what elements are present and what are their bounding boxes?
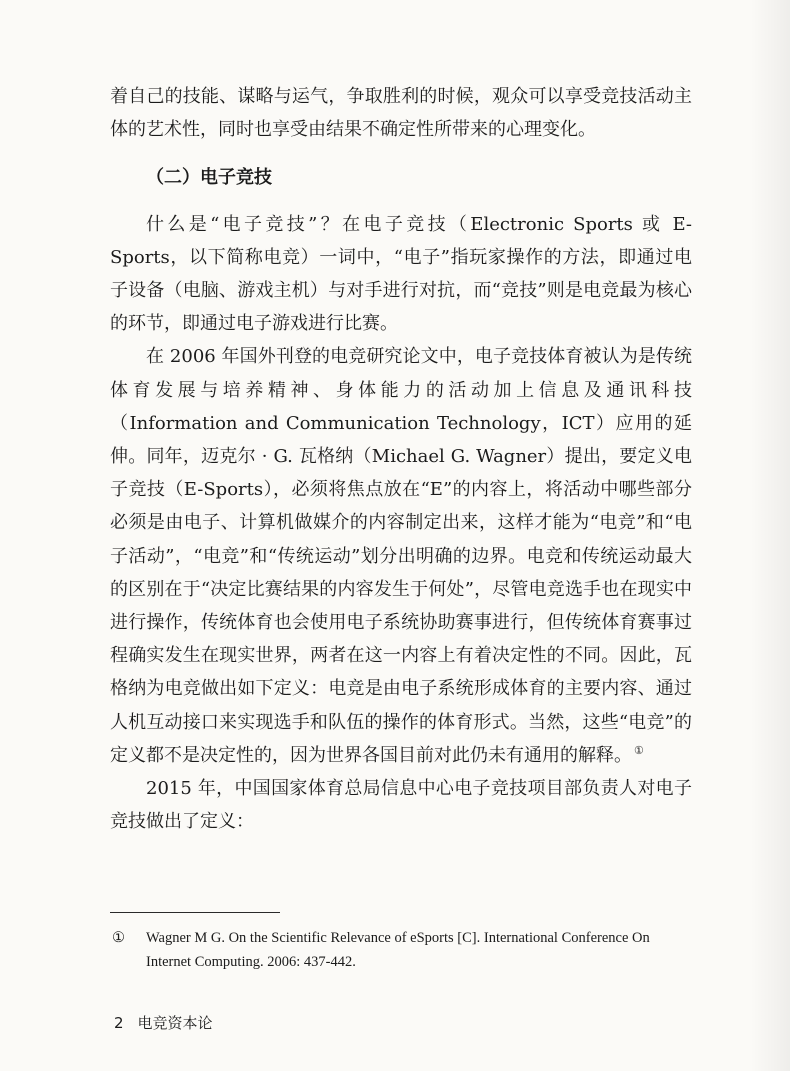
paragraph-what-is-esports: 什么是“电子竞技”？在电子竞技（Electronic Sports 或 E-Sports，以下简称电竞）一词中，“电子”指玩家操作的方法，即通过电子设备（电脑、游戏主机）与对手进行对抗，而“竞技”则是电竞最为核心的环节，即通过电子游戏进行比赛。 [110, 213, 692, 335]
page-footer [114, 1012, 213, 1033]
book-title: 电竞资本论 [137, 1014, 213, 1032]
footnote-marker: ① [112, 930, 125, 946]
paragraph-definition-2015: 2015 年，中国国家体育总局信息中心电子竞技项目部负责人对电子竞技做出了定义： [110, 778, 692, 833]
footnote-reference-mark[interactable]: ① [634, 743, 644, 757]
section-heading: （二）电子竞技 [146, 167, 272, 189]
page-number: 2 [114, 1014, 124, 1032]
main-text [110, 80, 692, 838]
page-edge-shadow [750, 0, 790, 1071]
footnote [110, 926, 692, 974]
paragraph-definition-2006-text: 在 2006 年国外刊登的电竞研究论文中，电子竞技体育被认为是传统体育发展与培养精神、身体能力的活动加上信息及通讯科技（Information and Communication Technology，ICT）应用的延伸。同年，迈克尔 · G. 瓦格纳（Michael G. Wagner）提出，要定义电子竞技（E-Sports），必须将焦点放在“E”的内容上，将活动中哪些部分必须是由电子、计算机做媒介的内容制定出来，这样才能为“电竞”和“电子活动”，“电竞”和“传统运动”划分出明确的边界。电竞和传统运动最大的区别在于“决定比赛结果的内容发生于何处”，尽管电竞选手也在现实中进行操作，传统体育也会使用电子系统协助赛事进行，但传统体育赛事过程确实发生在现实世界，两者在这一内容上有着决定性的不同。因此，瓦格纳为电竞做出如下定义：电竞是由电子系统形成体育的主要内容、通过人机互动接口来实现选手和队伍的操作的体育形式。当然，这些“电竞”的定义都不是决定性的，因为世界各国目前对此仍未有通用的解释。 [110, 346, 692, 766]
intro-paragraph: 着自己的技能、谋略与运气，争取胜利的时候，观众可以享受竞技活动主体的艺术性，同时也享受由结果不确定性所带来的心理变化。 [110, 86, 692, 141]
paragraph-definition-2006 [110, 340, 692, 772]
footnote-separator [110, 912, 280, 913]
footnote-text: Wagner M G. On the Scientific Relevance of eSports [C]. International Conference On Internet Computing. 2006: 437-442. [146, 930, 650, 970]
